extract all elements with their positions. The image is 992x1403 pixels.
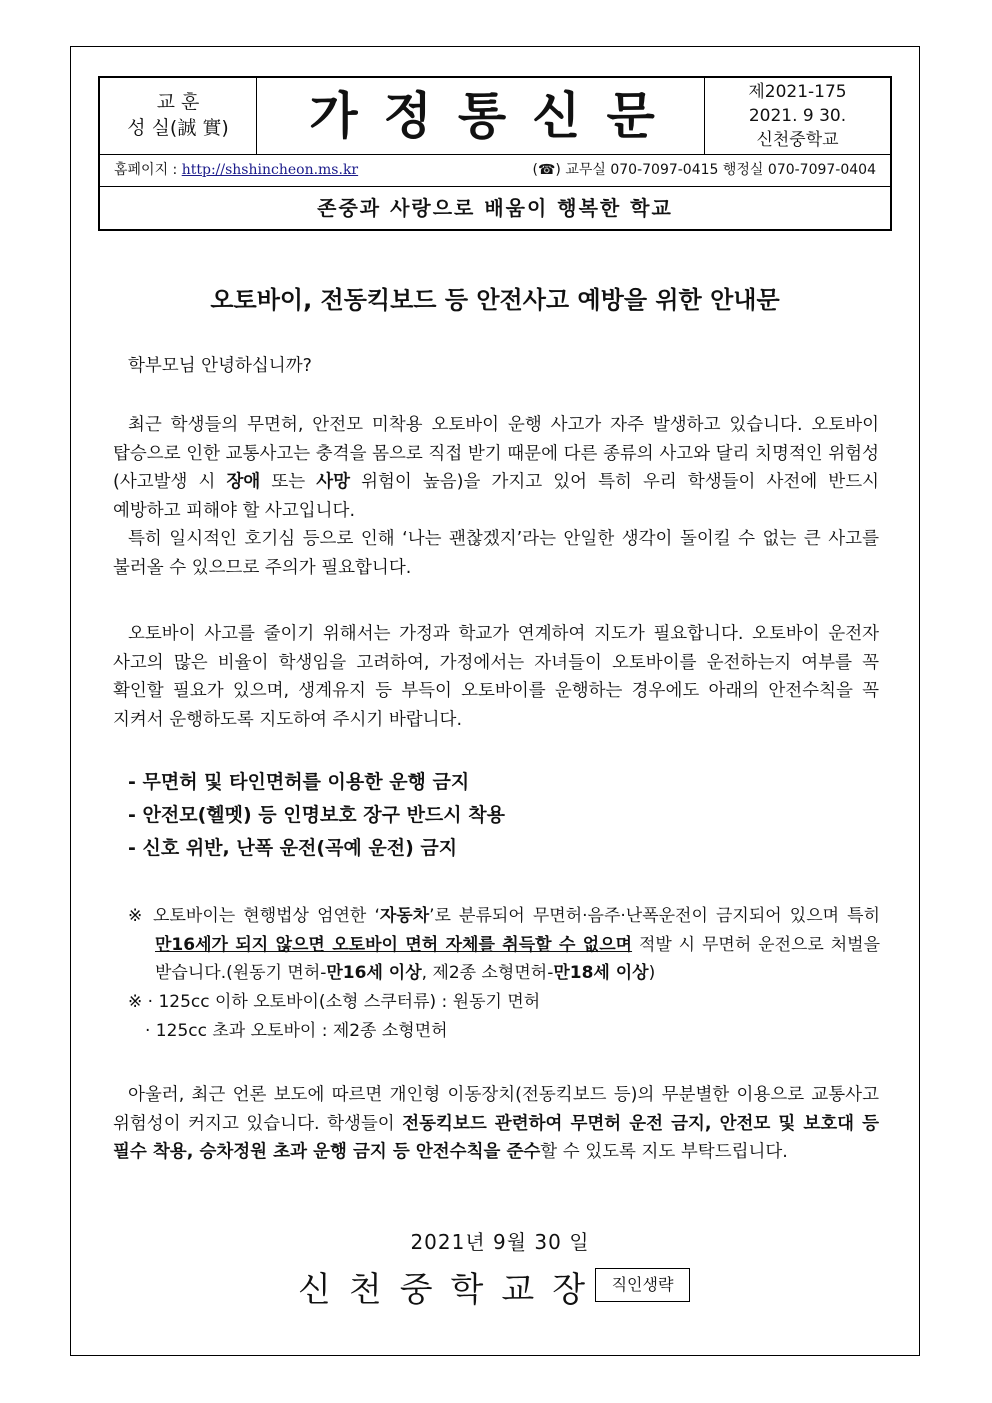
greeting: 학부모님 안녕하십니까? — [128, 356, 312, 376]
text-run: ) — [648, 963, 656, 983]
principal-signature: 신천중학교장 — [298, 1270, 604, 1310]
bold-text: 전동킥보드 관련하여 무면허 운전 금지, 안전모 및 보호대 등 필수 착용, 승차정원 초과 운행 금지 등 안전수칙을 준수 — [113, 1113, 880, 1162]
issuer-name: 신천중학교 — [756, 130, 839, 150]
safety-rule-item: - 신호 위반, 난폭 운전(곡예 운전) 금지 — [128, 837, 458, 859]
text-run: 최근 학생들의 무면허, 안전모 미착용 오토바이 운행 사고가 자주 발생하고 있습니다. 오토바이 탑승으로 인한 교통사고는 충격을 몸으로 직접 받기 때문에 다른 종류의 사고와 달리 치명적인 위험성(사고발생 시 — [113, 415, 879, 492]
safety-rule-item: - 안전모(헬멧) 등 인명보호 장구 반드시 착용 — [128, 804, 505, 826]
motto-label: 교 훈 — [156, 91, 200, 113]
paragraph-kickboard — [113, 1081, 879, 1167]
text-run: ’로 분류되어 무면허·음주·난폭운전이 금지되어 있으며 특히 — [429, 906, 880, 926]
paragraph-guidance: 오토바이 사고를 줄이기 위해서는 가정과 학교가 연계하여 지도가 필요합니다. 오토바이 운전자 사고의 많은 비율이 학생임을 고려하여, 가정에서는 자녀들이 오토바이를 운전하는지 여부를 꼭 확인할 필요가 있으며, 생계유지 등 부득이 오토바이를 운행하는 경우에도 아래의 안전수칙을 꼭 지켜서 운행하도록 지도하여 주시기 바랍니다. — [113, 624, 879, 730]
bold-text: 만16세 이상 — [326, 963, 422, 983]
bold-text: 사망 — [316, 472, 351, 492]
safety-rule-item: - 무면허 및 타인면허를 이용한 운행 금지 — [128, 771, 470, 793]
license-note — [128, 902, 880, 988]
phone-numbers: (☎) 교무실 070-7097-0415 행정실 070-7097-0404 — [532, 162, 876, 178]
homepage — [114, 155, 358, 186]
bold-text: 만18세 이상 — [553, 963, 649, 983]
text-run: ※ 오토바이는 현행법상 엄연한 ‘ — [128, 906, 380, 926]
text-run: 적발 시 무면허 운전으로 처벌을 받습니다.(원동기 면허- — [155, 934, 880, 983]
license-type-line: · 125cc 초과 오토바이 : 제2종 소형면허 — [145, 1020, 448, 1041]
motto-value: 성 실(誠 實) — [127, 117, 229, 139]
text-run: 또는 — [260, 472, 317, 492]
paragraph-risk-main — [113, 411, 879, 525]
school-motto — [100, 78, 257, 154]
header-top-row — [100, 78, 890, 155]
homepage-label: 홈페이지 : — [114, 162, 182, 178]
document-date: 2021년 9월 30 일 — [410, 1230, 590, 1254]
safety-rules — [128, 766, 505, 865]
issue-info — [704, 78, 890, 154]
contact-row — [100, 155, 890, 187]
underlined-text: 만16세가 되지 않으면 오토바이 면허 자체를 취득할 수 없으며 — [155, 934, 633, 955]
text-run: , 제2종 소형면허- — [421, 963, 554, 983]
text-run: 할 수 있도록 지도 부탁드립니다. — [540, 1142, 788, 1162]
newsletter-title: 가정통신문 — [309, 87, 681, 145]
text-run: 아울러, 최근 언론 보도에 따르면 개인형 이동장치(전동킥보드 등)의 무분별한 이용으로 교통사고 위험성이 커지고 있습니다. 학생들이 — [113, 1085, 879, 1134]
paragraph-risk-caution: 특히 일시적인 호기심 등으로 인해 ‘나는 괜찮겠지’라는 안일한 생각이 돌이킬 수 없는 큰 사고를 불러올 수 있으므로 주의가 필요합니다. — [113, 529, 879, 578]
issue-date: 2021. 9 30. — [748, 106, 847, 126]
license-type-line: ※ · 125cc 이하 오토바이(소형 스쿠터류) : 원동기 면허 — [128, 992, 541, 1012]
letter-header — [98, 76, 892, 231]
paragraph-risk — [113, 411, 879, 582]
bold-text: 장애 — [226, 472, 261, 492]
seal-omitted-box: 직인생략 — [595, 1268, 690, 1302]
school-slogan: 존중과 사랑으로 배움이 행복한 학교 — [317, 196, 673, 220]
license-types-note — [128, 988, 880, 1045]
text-run: 위험이 높음)을 가지고 있어 특히 우리 학생들이 사전에 반드시 예방하고 피해야 할 사고입니다. — [113, 472, 880, 521]
bold-text: 자동차 — [379, 906, 430, 926]
issue-number: 제2021-175 — [748, 82, 847, 102]
document-title: 오토바이, 전동킥보드 등 안전사고 예방을 위한 안내문 — [210, 286, 780, 314]
homepage-link[interactable]: http://shshincheon.ms.kr — [181, 162, 359, 178]
